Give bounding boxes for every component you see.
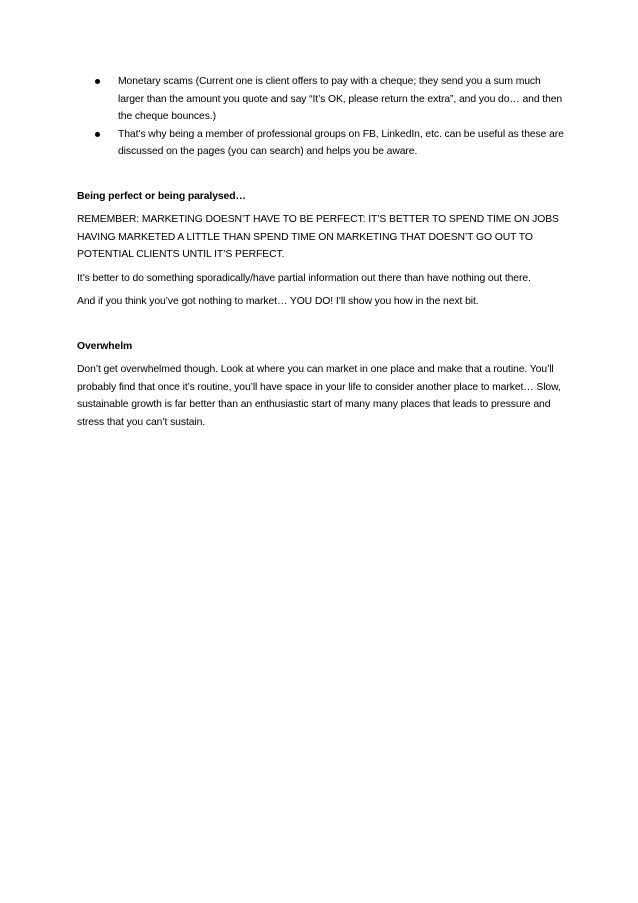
bullet-icon [95,132,100,137]
bullet-item-professional-groups [77,126,567,161]
bullet-text: That’s why being a member of professional groups on FB, LinkedIn, etc. can be useful as these are discussed on the pages (you can search) and helps you be aware. [118,128,564,157]
bullet-item-monetary-scams [77,73,567,126]
paragraph: Don’t get overwhelmed though. Look at where you can market in one place and make that a routine. You’ll probably find that once it’s routine, you’ll have space in your life to consider another place to market… Slow, sustainable growth is far better than an enthusiastic start of many many places that leads to pressure and stress that you can’t sustain. [77,364,561,428]
bullet-text: Monetary scams (Current one is client offers to pay with a cheque; they send you a sum much larger than the amount you quote and say “It’s OK, please return the extra”, and you do… and then the cheque bounces.) [118,76,563,122]
section-heading: Being perfect or being paralysed… [77,190,246,202]
bullet-list [77,73,567,161]
paragraph: REMEMBER: MARKETING DOESN’T HAVE TO BE PERFECT: IT’S BETTER TO SPEND TIME ON JOBS HAVING MARKETED A LITTLE THAN SPEND TIME ON MARKETING THAT DOESN’T GO OUT TO POTENTIAL CLIENTS UNTIL IT’S PERFECT. [77,214,559,260]
paragraph: It’s better to do something sporadically/have partial information out there than have nothing out there. [77,272,531,284]
section-perfect-or-paralysed [77,188,567,311]
document-body [77,73,567,431]
bullet-icon [95,79,100,84]
section-heading: Overwhelm [77,340,133,352]
section-overwhelm [77,338,567,432]
paragraph: And if you think you’ve got nothing to market… YOU DO! I’ll show you how in the next bit. [77,296,479,307]
